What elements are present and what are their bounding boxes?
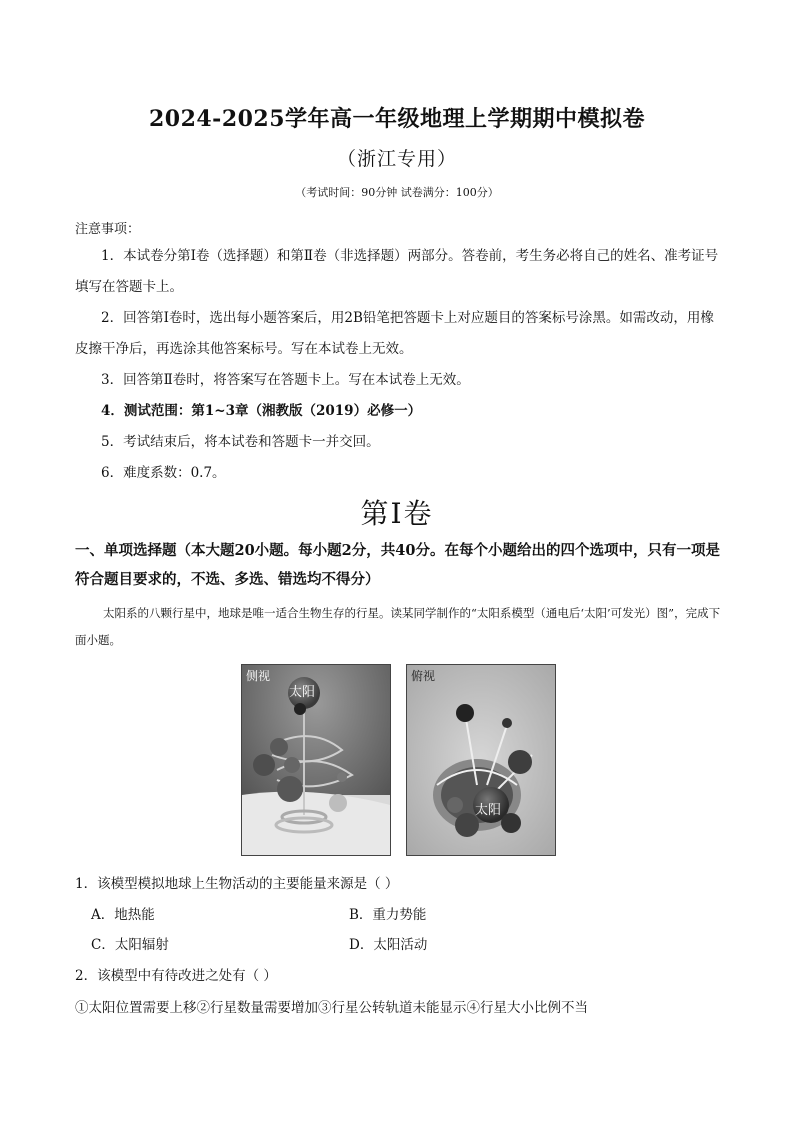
notice-item-6: 6．难度系数：0.7。 — [101, 465, 226, 481]
question-2-statements: ①太阳位置需要上移②行星数量需要增加③行星公转轨道未能显示④行星大小比例不当 — [75, 1000, 588, 1016]
question-1-option-b: B．重力势能 — [349, 907, 427, 923]
top-view-drawing — [407, 665, 555, 855]
figure-side-view — [241, 664, 391, 856]
question-1-option-a: A．地热能 — [91, 907, 155, 923]
question-2-stem: 2．该模型中有待改进之处有（ ） — [75, 968, 277, 984]
question-1-option-d: D．太阳活动 — [349, 937, 428, 953]
exam-meta: （考试时间：90分钟 试卷满分：100分） — [295, 186, 499, 199]
section-title: 第Ⅰ卷 — [360, 497, 434, 530]
notice-item-4: 4．测试范围：第1~3章（湘教版（2019）必修一） — [101, 403, 422, 419]
top-view-label: 俯视 — [411, 669, 436, 683]
notice-title: 注意事项： — [75, 222, 141, 237]
notice-item-1: 1．本试卷分第Ⅰ卷（选择题）和第Ⅱ卷（非选择题）两部分。答卷前，考生务必将自己的姓名、准考证号填写在答题卡上。 — [75, 248, 719, 295]
side-view-label: 侧视 — [246, 669, 271, 683]
exam-subtitle: （浙江专用） — [336, 148, 457, 170]
figure-top-view — [406, 664, 556, 856]
question-1-stem: 1．该模型模拟地球上生物活动的主要能量来源是（ ） — [75, 876, 399, 892]
question-1-option-c: C．太阳辐射 — [91, 937, 169, 953]
notice-item-3: 3．回答第Ⅱ卷时，将答案写在答题卡上。写在本试卷上无效。 — [101, 372, 470, 388]
side-view-drawing — [242, 665, 390, 855]
side-view-sun-label: 太阳 — [289, 685, 316, 700]
exam-title: 2024-2025学年高一年级地理上学期期中模拟卷 — [148, 106, 646, 132]
top-view-sun-label: 太阳 — [475, 803, 502, 818]
notice-item-2: 2．回答第Ⅰ卷时，选出每小题答案后，用2B铅笔把答题卡上对应题目的答案标号涂黑。如需改动，用橡皮擦干净后，再选涂其他答案标号。写在本试卷上无效。 — [75, 310, 714, 357]
notice-item-5: 5．考试结束后，将本试卷和答题卡一并交回。 — [101, 434, 380, 450]
section-intro: 太阳系的八颗行星中，地球是唯一适合生物生存的行星。读某同学制作的“太阳系模型（通电后‘太阳’可发光）图”，完成下面小题。 — [75, 606, 721, 647]
section-heading: 一、单项选择题（本大题20小题。每小题2分，共40分。在每个小题给出的四个选项中，只有一项是符合题目要求的，不选、多选、错选均不得分） — [75, 542, 720, 588]
